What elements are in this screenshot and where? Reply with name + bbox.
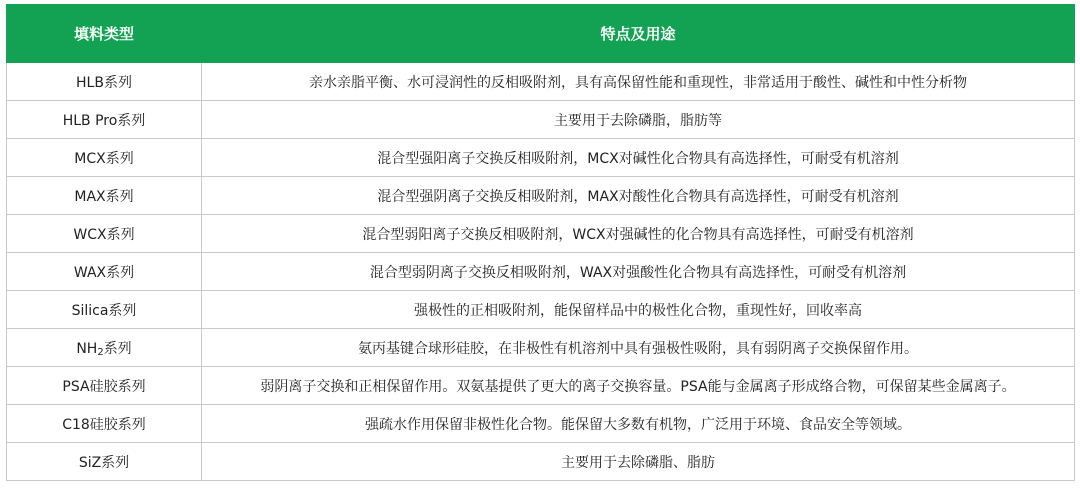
features-cell: 主要用于去除磷脂，脂肪等: [202, 101, 1075, 139]
packing-type-cell: [7, 329, 202, 367]
table-row: [7, 63, 1075, 101]
table-row: [7, 329, 1075, 367]
table-row: [7, 291, 1075, 329]
table-row: [7, 177, 1075, 215]
packing-type-cell: MCX系列: [7, 139, 202, 177]
type-prefix: NH: [76, 340, 98, 357]
features-cell: 混合型弱阳离子交换反相吸附剂，WCX对强碱性的化合物具有高选择性，可耐受有机溶剂: [202, 215, 1075, 253]
features-cell: 氨丙基键合球形硅胶，在非极性有机溶剂中具有强极性吸附，具有弱阴离子交换保留作用。: [202, 329, 1075, 367]
packing-type-cell: WCX系列: [7, 215, 202, 253]
packing-type-cell: Silica系列: [7, 291, 202, 329]
header-features-uses: 特点及用途: [202, 5, 1075, 63]
packing-type-cell: WAX系列: [7, 253, 202, 291]
features-cell: 主要用于去除磷脂、脂肪: [202, 443, 1075, 481]
header-row: [7, 5, 1075, 63]
table-row: [7, 405, 1075, 443]
features-cell: 强疏水作用保留非极性化合物。能保留大多数有机物，广泛用于环境、食品安全等领域。: [202, 405, 1075, 443]
table-header: [7, 5, 1075, 63]
type-suffix: 系列: [103, 340, 132, 357]
type-subscript: 2: [97, 346, 104, 358]
table-row: [7, 253, 1075, 291]
table-row: [7, 215, 1075, 253]
packing-type-cell: MAX系列: [7, 177, 202, 215]
table-body: [7, 63, 1075, 481]
table-row: [7, 367, 1075, 405]
packing-type-table: [6, 4, 1075, 481]
packing-type-cell: PSA硅胶系列: [7, 367, 202, 405]
packing-table-container: [6, 4, 1074, 481]
packing-type-cell: SiZ系列: [7, 443, 202, 481]
features-cell: 混合型强阴离子交换反相吸附剂，MAX对酸性化合物具有高选择性，可耐受有机溶剂: [202, 177, 1075, 215]
features-cell: 混合型弱阴离子交换反相吸附剂，WAX对强酸性化合物具有高选择性，可耐受有机溶剂: [202, 253, 1075, 291]
header-packing-type: 填料类型: [7, 5, 202, 63]
features-cell: 弱阴离子交换和正相保留作用。双氨基提供了更大的离子交换容量。PSA能与金属离子形成络合物，可保留某些金属离子。: [202, 367, 1075, 405]
features-cell: 亲水亲脂平衡、水可浸润性的反相吸附剂，具有高保留性能和重现性，非常适用于酸性、碱性和中性分析物: [202, 63, 1075, 101]
packing-type-cell: HLB Pro系列: [7, 101, 202, 139]
packing-type-cell: HLB系列: [7, 63, 202, 101]
features-cell: 强极性的正相吸附剂，能保留样品中的极性化合物，重现性好，回收率高: [202, 291, 1075, 329]
table-row: [7, 139, 1075, 177]
table-row: [7, 101, 1075, 139]
table-row: [7, 443, 1075, 481]
features-cell: 混合型强阳离子交换反相吸附剂，MCX对碱性化合物具有高选择性，可耐受有机溶剂: [202, 139, 1075, 177]
packing-type-cell: C18硅胶系列: [7, 405, 202, 443]
